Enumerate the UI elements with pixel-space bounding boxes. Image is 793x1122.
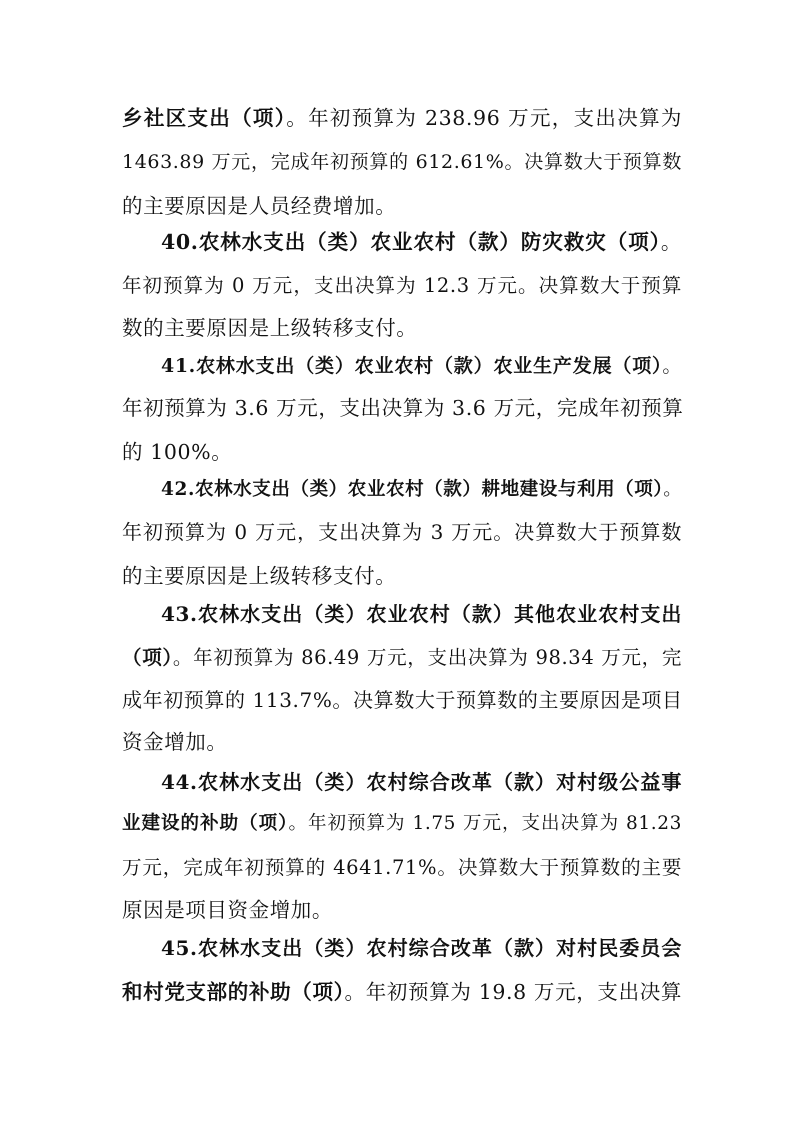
line-text: 。年初预算为 238.96 万元，支出决算为 — [286, 106, 682, 130]
item-heading: 45.农林水支出（类）农村综合改革（款）对村民委员会 — [161, 936, 682, 960]
line-text: 的主要原因是人员经费增加。 — [122, 194, 397, 218]
paragraph-line — [122, 264, 682, 308]
item-heading: 41.农林水支出（类）农业农村（款）农业生产发展（项） — [161, 355, 663, 377]
item-heading: 42.农林水支出（类）农业农村（款）耕地建设与利用（项） — [161, 479, 664, 500]
line-text: 。 — [660, 230, 682, 254]
paragraph-line — [161, 592, 682, 636]
line-text: 原因是项目资金增加。 — [122, 898, 333, 922]
paragraph-line — [122, 386, 682, 430]
line-text: 。年初预算为 19.8 万元，支出决算 — [344, 980, 682, 1004]
paragraph-line — [122, 678, 682, 722]
line-text: 的主要原因是上级转移支付。 — [122, 564, 397, 588]
paragraph-line — [161, 926, 682, 970]
line-text: 。 — [663, 479, 683, 500]
line-text: 数的主要原因是上级转移支付。 — [122, 316, 418, 340]
line-text: 的 100%。 — [122, 440, 233, 464]
line-text: 1463.89 万元，完成年初预算的 612.61%。决算数大于预算数 — [122, 151, 682, 173]
item-heading: 和村党支部的补助（项） — [122, 980, 345, 1004]
paragraph-line — [122, 720, 682, 764]
paragraph-line — [161, 220, 682, 264]
paragraph-line — [122, 140, 682, 184]
paragraph-line — [161, 468, 682, 512]
item-heading: 乡社区支出（项） — [122, 106, 287, 130]
paragraph-line — [122, 96, 682, 140]
paragraph-line — [122, 970, 682, 1014]
item-heading: 40.农林水支出（类）农业农村（款）防灾救灾（项） — [161, 230, 661, 254]
paragraph-line — [122, 510, 682, 554]
line-text: 万元，完成年初预算的 4641.71%。决算数大于预算数的主要 — [122, 856, 682, 879]
line-text: 。年初预算为 1.75 万元，支出决算为 81.23 — [288, 813, 682, 834]
paragraph-line — [122, 846, 682, 890]
item-heading: 44.农林水支出（类）农村综合改革（款）对村级公益事 — [161, 770, 682, 794]
paragraph-line — [161, 760, 682, 804]
item-heading: （项） — [122, 646, 173, 669]
line-text: 资金增加。 — [122, 730, 228, 754]
line-text: 成年初预算的 113.7%。决算数大于预算数的主要原因是项目 — [122, 688, 683, 712]
paragraph-line — [122, 636, 682, 680]
paragraph-line — [122, 802, 682, 846]
item-heading: 业建设的补助（项） — [122, 813, 289, 834]
line-text: 年初预算为 3.6 万元，支出决算为 3.6 万元，完成年初预算 — [122, 396, 684, 420]
line-text: 年初预算为 0 万元，支出决算为 3 万元。决算数大于预算数 — [122, 520, 682, 544]
line-text: 年初预算为 0 万元，支出决算为 12.3 万元。决算数大于预算 — [122, 274, 682, 297]
paragraph-line — [161, 344, 682, 388]
item-heading: 43.农林水支出（类）农业农村（款）其他农业农村支出 — [161, 602, 682, 626]
line-text: 。 — [662, 355, 682, 377]
line-text: 。年初预算为 86.49 万元，支出决算为 98.34 万元，完 — [172, 646, 682, 669]
